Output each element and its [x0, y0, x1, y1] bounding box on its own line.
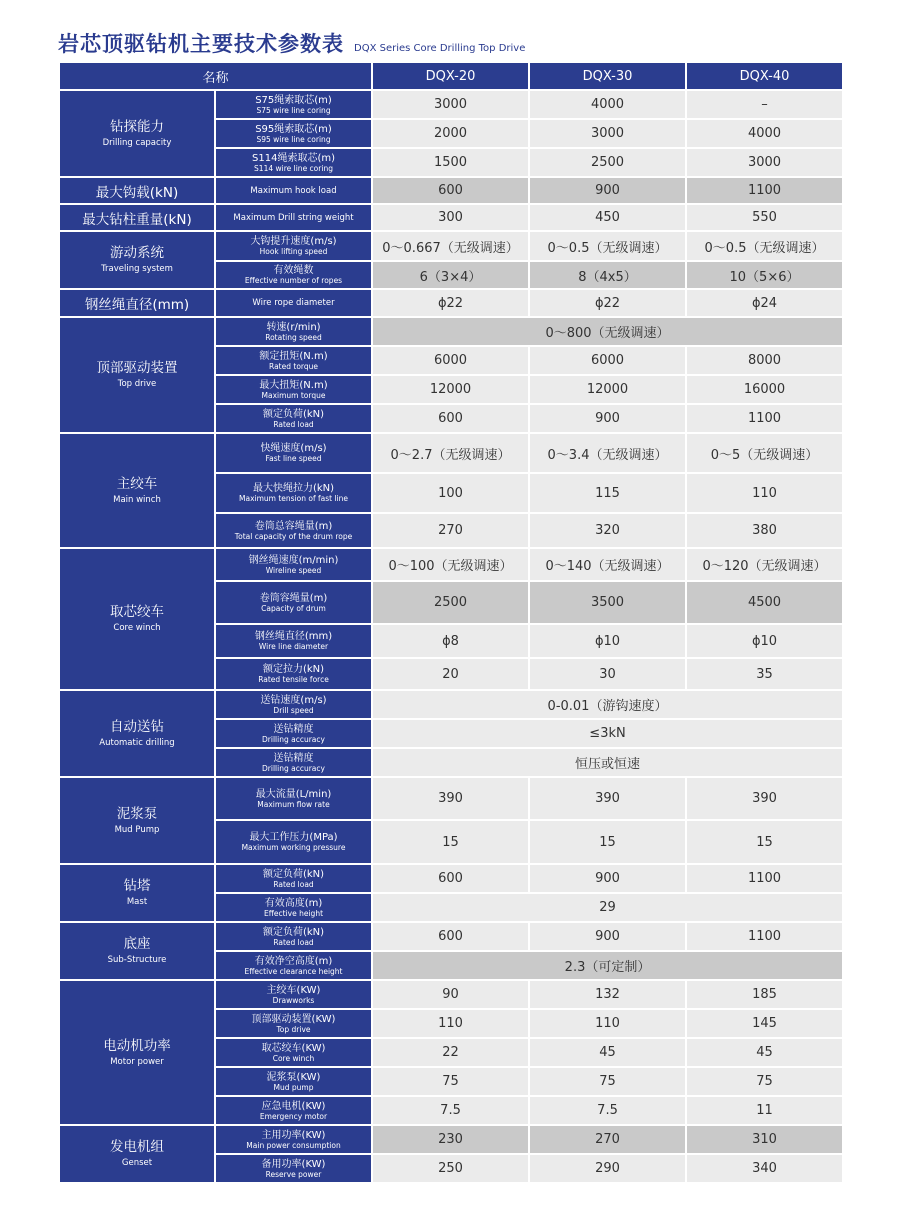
- parameter-cell: [215, 658, 372, 690]
- parameter-label: 送钻速度(m/s): [260, 694, 327, 706]
- parameter-label: 最大快绳拉力(kN): [252, 483, 335, 494]
- category-cell: [59, 231, 215, 289]
- value-cell: 390: [686, 777, 843, 820]
- parameter-label-en: Total capacity of the drum rope: [234, 531, 353, 541]
- category-cell: [59, 90, 215, 177]
- parameter-label: 送钻精度: [273, 752, 314, 764]
- value-cell: 900: [529, 177, 686, 204]
- value-cell: 90: [372, 980, 529, 1009]
- parameter-label: 额定负荷(kN): [262, 868, 325, 880]
- page-subtitle: DQX Series Core Drilling Top Drive: [354, 43, 526, 54]
- parameter-label-en: Rated load: [273, 419, 314, 429]
- parameter-label-en: Drilling accuracy: [262, 763, 325, 773]
- category-label-en: Drilling capacity: [102, 137, 172, 148]
- value-cell: 310: [686, 1125, 843, 1154]
- value-cell: 600: [372, 922, 529, 951]
- value-cell: 270: [372, 513, 529, 548]
- parameter-label-en: Maximum tension of fast line: [239, 494, 348, 503]
- value-cell: 390: [529, 777, 686, 820]
- parameter-label: 最大流量(L/min): [255, 788, 332, 800]
- parameter-label: 卷筒总容绳量(m): [254, 520, 333, 532]
- merged-value-cell: 0-0.01（游钩速度）: [372, 690, 843, 719]
- value-cell: 2500: [529, 148, 686, 177]
- table-body: [59, 90, 843, 1183]
- category-cell: [59, 864, 215, 922]
- category-label-en: Mud Pump: [114, 824, 160, 835]
- parameter-label-en: Drilling accuracy: [262, 734, 325, 744]
- parameter-label: 取芯绞车(KW): [261, 1042, 326, 1054]
- parameter-cell: [215, 719, 372, 748]
- table-row: [59, 433, 843, 473]
- value-cell: 16000: [686, 375, 843, 404]
- parameter-cell: [215, 1067, 372, 1096]
- value-cell: 8000: [686, 346, 843, 375]
- parameter-label-en: Hook lifting speed: [259, 247, 328, 256]
- parameter-cell: [215, 433, 372, 473]
- merged-value-cell: 恒压或恒速: [372, 748, 843, 777]
- value-cell: 0～0.5（无级调速）: [686, 231, 843, 261]
- value-cell: 320: [529, 513, 686, 548]
- parameter-cell: [215, 624, 372, 658]
- value-cell: 30: [529, 658, 686, 690]
- value-cell: 10（5×6）: [686, 261, 843, 289]
- category-label: 电动机功率: [103, 1037, 171, 1054]
- value-cell: 110: [372, 1009, 529, 1038]
- category-label-en: Motor power: [110, 1056, 164, 1067]
- parameter-cell: [215, 375, 372, 404]
- value-cell: 0～3.4（无级调速）: [529, 433, 686, 473]
- value-cell: 900: [529, 404, 686, 433]
- column-header-name: 名称: [59, 62, 372, 90]
- parameter-label: 快绳速度(m/s): [260, 443, 327, 454]
- category-label: 发电机组: [110, 1139, 164, 1155]
- value-cell: 35: [686, 658, 843, 690]
- table-row: [59, 289, 843, 317]
- value-cell: 4000: [529, 90, 686, 119]
- parameter-cell: [215, 777, 372, 820]
- column-header-model: DQX-40: [686, 62, 843, 90]
- parameter-label-en: Maximum flow rate: [257, 799, 330, 809]
- parameter-cell: [215, 119, 372, 148]
- value-cell: 132: [529, 980, 686, 1009]
- merged-value-cell: ≤3kN: [372, 719, 843, 748]
- value-cell: 4000: [686, 119, 843, 148]
- parameter-cell: [215, 1154, 372, 1183]
- table-row: [59, 90, 843, 119]
- category-label-en: Main winch: [113, 494, 161, 505]
- value-cell: 145: [686, 1009, 843, 1038]
- parameter-label-en: Wire line diameter: [258, 642, 329, 651]
- value-cell: 6000: [529, 346, 686, 375]
- parameter-cell: [215, 1096, 372, 1125]
- parameter-label: 额定负荷(kN): [262, 926, 325, 938]
- parameter-label-en: S95 wire line coring: [256, 134, 331, 144]
- parameter-cell: [215, 893, 372, 922]
- value-cell: 0～5（无级调速）: [686, 433, 843, 473]
- category-label: 钻探能力: [110, 118, 164, 135]
- parameter-label-en: Wire rope diameter: [215, 289, 372, 317]
- parameter-cell: [215, 231, 372, 261]
- value-cell: 7.5: [529, 1096, 686, 1125]
- parameter-label-en: Drill speed: [273, 705, 314, 715]
- table-row: [59, 864, 843, 893]
- parameter-label-en: Rated torque: [269, 361, 318, 371]
- parameter-label-en: Fast line speed: [265, 454, 322, 463]
- value-cell: 110: [686, 473, 843, 513]
- parameter-label: 转速(r/min): [266, 321, 321, 333]
- value-cell: ϕ22: [372, 289, 529, 317]
- parameter-label: 额定扭矩(N.m): [259, 350, 328, 362]
- parameter-cell: [215, 1009, 372, 1038]
- category-cell: [59, 433, 215, 548]
- parameter-label: 有效绳数: [273, 265, 314, 276]
- value-cell: 270: [529, 1125, 686, 1154]
- parameter-label: 泥浆泵(KW): [266, 1071, 321, 1083]
- parameter-label-en: Drawworks: [272, 995, 315, 1005]
- parameter-cell: [215, 581, 372, 624]
- parameter-cell: [215, 690, 372, 719]
- value-cell: 185: [686, 980, 843, 1009]
- value-cell: 340: [686, 1154, 843, 1183]
- value-cell: 600: [372, 864, 529, 893]
- value-cell: ϕ8: [372, 624, 529, 658]
- table-row: [59, 922, 843, 951]
- category-cell: [59, 980, 215, 1125]
- parameter-label: 送钻精度: [273, 723, 314, 735]
- category-label: 钻塔: [123, 878, 151, 894]
- parameter-cell: [215, 980, 372, 1009]
- table-row: [59, 548, 843, 581]
- parameter-cell: [215, 1125, 372, 1154]
- merged-value-cell: 0～800（无级调速）: [372, 317, 843, 346]
- value-cell: 15: [686, 820, 843, 864]
- value-cell: ϕ10: [529, 624, 686, 658]
- value-cell: 8（4x5）: [529, 261, 686, 289]
- category-label: 取芯绞车: [110, 604, 164, 620]
- parameter-cell: [215, 404, 372, 433]
- value-cell: 3500: [529, 581, 686, 624]
- value-cell: 6000: [372, 346, 529, 375]
- value-cell: 600: [372, 177, 529, 204]
- parameter-cell: [215, 261, 372, 289]
- value-cell: 11: [686, 1096, 843, 1125]
- value-cell: 290: [529, 1154, 686, 1183]
- parameter-cell: [215, 90, 372, 119]
- page-title-bar: [58, 28, 525, 60]
- value-cell: 75: [686, 1067, 843, 1096]
- category-label: 泥浆泵: [116, 805, 158, 822]
- value-cell: –: [686, 90, 843, 119]
- parameter-label-en: Rotating speed: [265, 332, 322, 342]
- category-label: 最大钩载(kN): [59, 177, 215, 204]
- value-cell: 6（3×4）: [372, 261, 529, 289]
- category-cell: [59, 777, 215, 864]
- value-cell: 600: [372, 404, 529, 433]
- parameter-label-en: Rated tensile force: [258, 675, 329, 684]
- value-cell: 0～140（无级调速）: [529, 548, 686, 581]
- parameter-label-en: Effective number of ropes: [244, 276, 343, 285]
- value-cell: 3000: [686, 148, 843, 177]
- value-cell: 380: [686, 513, 843, 548]
- value-cell: 75: [372, 1067, 529, 1096]
- value-cell: 0～100（无级调速）: [372, 548, 529, 581]
- parameter-cell: [215, 748, 372, 777]
- value-cell: 900: [529, 864, 686, 893]
- parameter-label: 有效净空高度(m): [254, 955, 333, 967]
- parameter-label-en: Main power consumption: [246, 1140, 341, 1150]
- parameter-label: S114绳索取芯(m): [252, 152, 335, 164]
- category-label: 自动送钻: [110, 718, 164, 735]
- parameter-label-en: Wireline speed: [265, 565, 322, 575]
- value-cell: 1100: [686, 404, 843, 433]
- parameter-label: 主绞车(KW): [266, 984, 321, 996]
- category-label: 游动系统: [110, 245, 164, 261]
- parameter-cell: [215, 346, 372, 375]
- category-label-en: Traveling system: [101, 264, 173, 274]
- value-cell: 12000: [372, 375, 529, 404]
- table-header-row: [59, 62, 843, 90]
- value-cell: 12000: [529, 375, 686, 404]
- value-cell: 115: [529, 473, 686, 513]
- category-label-en: Genset: [121, 1158, 153, 1168]
- value-cell: 2500: [372, 581, 529, 624]
- parameter-label-en: Maximum working pressure: [241, 843, 346, 852]
- parameter-label-en: Capacity of drum: [261, 603, 326, 613]
- category-label: 主绞车: [116, 475, 158, 492]
- value-cell: 390: [372, 777, 529, 820]
- parameter-label: 大钩提升速度(m/s): [250, 236, 337, 247]
- value-cell: 22: [372, 1038, 529, 1067]
- value-cell: 1100: [686, 864, 843, 893]
- table-row: [59, 317, 843, 346]
- parameter-cell: [215, 317, 372, 346]
- category-label: 顶部驱动装置: [96, 360, 178, 376]
- value-cell: 0～120（无级调速）: [686, 548, 843, 581]
- table-row: [59, 177, 843, 204]
- parameter-cell: [215, 1038, 372, 1067]
- merged-value-cell: 2.3（可定制）: [372, 951, 843, 980]
- parameter-label-en: Top drive: [276, 1024, 311, 1034]
- value-cell: 45: [686, 1038, 843, 1067]
- parameter-label: 有效高度(m): [264, 897, 323, 909]
- value-cell: 230: [372, 1125, 529, 1154]
- value-cell: 7.5: [372, 1096, 529, 1125]
- parameter-label-en: S75 wire line coring: [256, 105, 331, 115]
- category-label-en: Mast: [126, 897, 148, 907]
- table-row: [59, 980, 843, 1009]
- parameter-cell: [215, 548, 372, 581]
- value-cell: 3000: [372, 90, 529, 119]
- value-cell: 3000: [529, 119, 686, 148]
- merged-value-cell: 29: [372, 893, 843, 922]
- value-cell: 1100: [686, 922, 843, 951]
- parameter-label-en: Effective clearance height: [244, 966, 343, 976]
- parameter-cell: [215, 148, 372, 177]
- value-cell: 450: [529, 204, 686, 231]
- parameter-cell: [215, 820, 372, 864]
- parameter-cell: [215, 513, 372, 548]
- value-cell: 300: [372, 204, 529, 231]
- value-cell: 0～0.5（无级调速）: [529, 231, 686, 261]
- parameter-label-en: Emergency motor: [259, 1111, 328, 1121]
- parameter-label: S95绳索取芯(m): [255, 123, 332, 135]
- page-title: 岩芯顶驱钻机主要技术参数表: [58, 32, 344, 56]
- column-header-model: DQX-30: [529, 62, 686, 90]
- table-row: [59, 204, 843, 231]
- parameter-label-en: Maximum torque: [261, 390, 326, 400]
- value-cell: 75: [529, 1067, 686, 1096]
- parameter-label: 最大工作压力(MPa): [249, 832, 338, 843]
- parameter-label-en: Rated load: [273, 937, 314, 947]
- value-cell: ϕ10: [686, 624, 843, 658]
- parameter-label: 备用功率(KW): [261, 1158, 326, 1170]
- value-cell: 0～2.7（无级调速）: [372, 433, 529, 473]
- category-label-en: Top drive: [117, 379, 157, 389]
- parameter-label-en: Maximum hook load: [215, 177, 372, 204]
- category-cell: [59, 1125, 215, 1183]
- value-cell: 15: [372, 820, 529, 864]
- parameter-cell: [215, 473, 372, 513]
- parameter-label: 钢丝绳直径(mm): [254, 631, 333, 642]
- parameter-label: 额定拉力(kN): [262, 664, 325, 675]
- parameter-label: 最大扭矩(N.m): [259, 379, 328, 391]
- value-cell: 250: [372, 1154, 529, 1183]
- parameter-label-en: Core winch: [272, 1053, 315, 1063]
- category-cell: [59, 548, 215, 690]
- parameter-label: 卷筒容绳量(m): [259, 592, 328, 604]
- value-cell: 1100: [686, 177, 843, 204]
- category-label: 最大钻柱重量(kN): [59, 204, 215, 231]
- table-row: [59, 231, 843, 261]
- value-cell: 1500: [372, 148, 529, 177]
- category-label: 底座: [123, 936, 151, 952]
- value-cell: 110: [529, 1009, 686, 1038]
- value-cell: 4500: [686, 581, 843, 624]
- category-label: 钢丝绳直径(mm): [59, 289, 215, 317]
- value-cell: ϕ22: [529, 289, 686, 317]
- value-cell: 45: [529, 1038, 686, 1067]
- parameter-label-en: Reserve power: [265, 1169, 322, 1179]
- parameter-label-en: Rated load: [273, 879, 314, 889]
- value-cell: 100: [372, 473, 529, 513]
- parameter-label: 主用功率(KW): [261, 1129, 326, 1141]
- spec-table: [58, 61, 844, 1184]
- value-cell: 20: [372, 658, 529, 690]
- parameter-cell: [215, 864, 372, 893]
- category-cell: [59, 317, 215, 433]
- column-header-model: DQX-20: [372, 62, 529, 90]
- parameter-label-en: S114 wire line coring: [254, 163, 333, 173]
- value-cell: 900: [529, 922, 686, 951]
- value-cell: 0～0.667（无级调速）: [372, 231, 529, 261]
- parameter-label: 顶部驱动装置(KW): [251, 1013, 336, 1025]
- parameter-label: 应急电机(KW): [261, 1100, 326, 1112]
- parameter-label: 额定负荷(kN): [262, 408, 325, 420]
- parameter-label: 钢丝绳速度(m/min): [248, 554, 339, 566]
- parameter-label: S75绳索取芯(m): [255, 94, 332, 106]
- parameter-label-en: Mud pump: [273, 1082, 314, 1092]
- value-cell: 550: [686, 204, 843, 231]
- parameter-label-en: Effective height: [264, 908, 324, 918]
- value-cell: 2000: [372, 119, 529, 148]
- parameter-cell: [215, 951, 372, 980]
- table-row: [59, 1125, 843, 1154]
- category-cell: [59, 922, 215, 980]
- category-label-en: Core winch: [113, 623, 161, 633]
- category-label-en: Automatic drilling: [99, 737, 175, 748]
- category-cell: [59, 690, 215, 777]
- parameter-label-en: Maximum Drill string weight: [215, 204, 372, 231]
- table-row: [59, 777, 843, 820]
- value-cell: ϕ24: [686, 289, 843, 317]
- parameter-cell: [215, 922, 372, 951]
- value-cell: 15: [529, 820, 686, 864]
- category-label-en: Sub-Structure: [107, 955, 167, 965]
- table-row: [59, 690, 843, 719]
